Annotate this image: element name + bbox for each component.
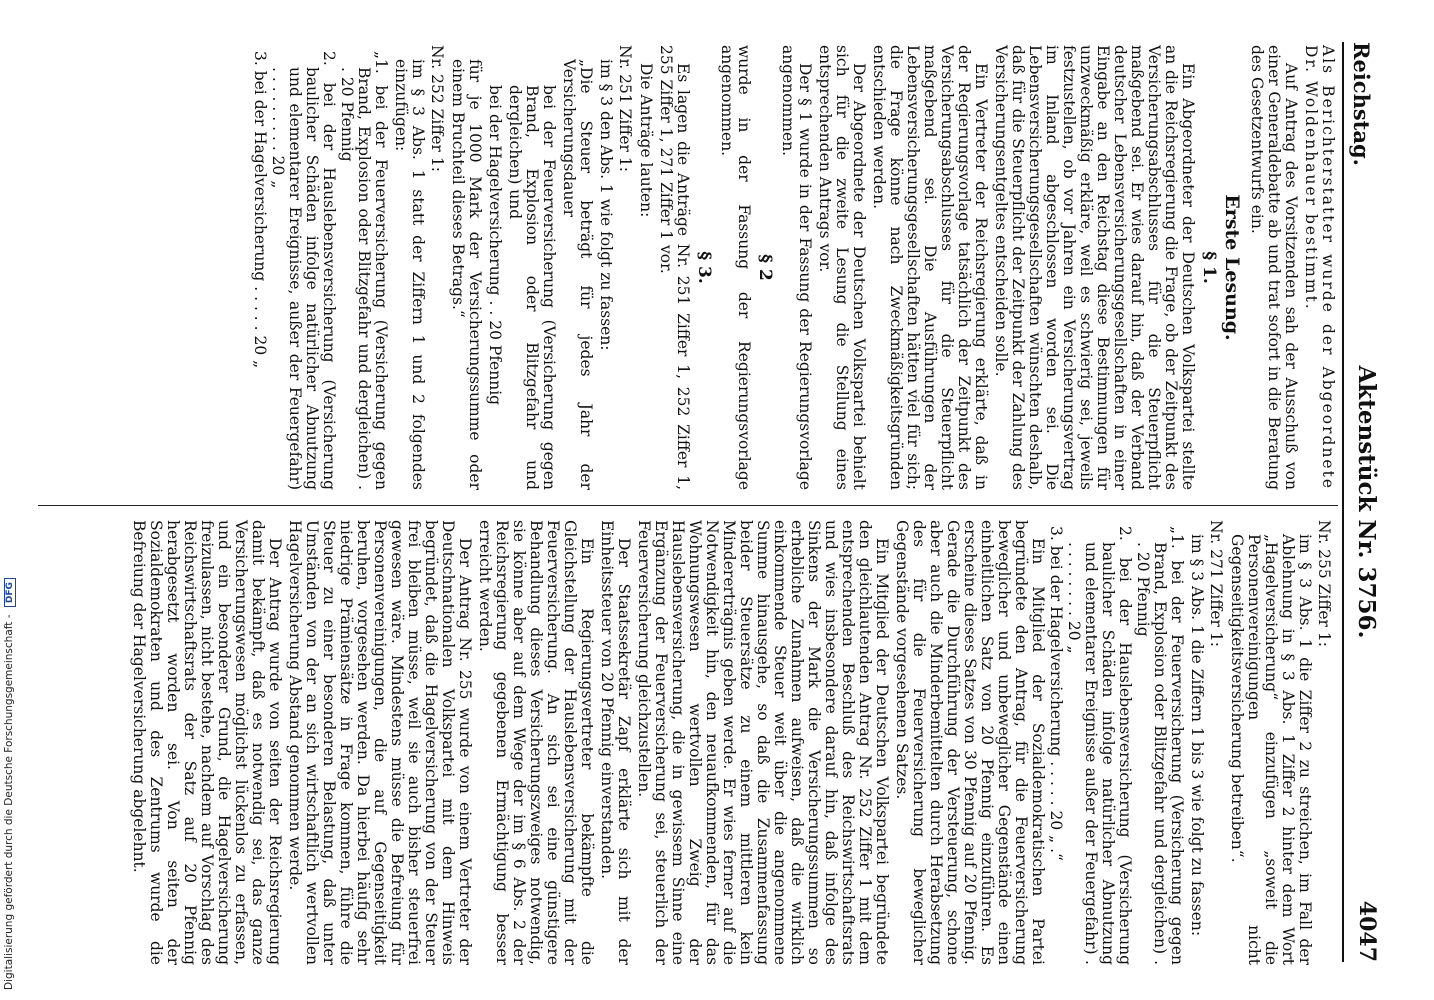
motion-number: Nr. 255 Ziffer 1:	[1315, 520, 1333, 647]
section-sign: § 1.	[1199, 251, 1219, 284]
digitization-credit	[0, 0, 16, 996]
motion-quote: für je 1000 Mark der Versicherungssumme oder einem Bruchteil dieses Betrags.“	[449, 59, 484, 490]
page-header	[1342, 42, 1382, 962]
motion-text: im § 3 Abs. 1 die Ziffer 2 zu streichen, im Fall der Ablehnung in § 3 Abs. 1 Ziffer 2 hinter dem Wort „Hagelversicherung“ einzufügen „soweit die Personenvereinigungen nicht Gegenseitigkeitsversicherung betreiben“.	[1228, 534, 1314, 965]
section-sign: § 3.	[694, 251, 714, 284]
paragraph: Es lagen die Anträge Nr. 251 Ziffer 1, 252 Ziffer 1, 255 Ziffer 1, 271 Ziffer 1 vor.	[657, 45, 692, 490]
paragraph: Auf Antrag des Vorsitzenden sah der Ausschuß von einer Generaldebatte ab und trat sofort in die Beratung des Gesetzentwurfs ein.	[1248, 45, 1300, 490]
list-item: 3. bei der Hagelversicherung . . . . . 20 „	[251, 51, 269, 369]
paragraph: Ein Regierungsvertreter bekämpfte die Gleichstellung der Hauslebensversicherung mit der Feuerversicherung. An sich sei eine günstigere Behandlung dieses Versicherungszweiges notwendig, sie könne aber auf dem Wege der im § 6 Abs. 2 der Reichsregierung gegebenen Ermächtigung besser erreicht werden.	[476, 520, 596, 965]
section-sign: § 2	[755, 254, 775, 281]
list-item: 2. bei der Hauslebensversicherung (Versicherung baulicher Schäden infolge natürlicher Abnutzung und elementarer Ereignisse, außer der Feuergefahr) . . . . . . . . . 20 „	[269, 51, 338, 490]
paragraph: wurde in der Fassung der Regierungsvorlage angenommen.	[718, 45, 753, 490]
paragraph: Die Anträge lauten:	[637, 63, 655, 218]
column-divider	[38, 505, 1338, 506]
motion-number: Nr. 271 Ziffer 1:	[1207, 520, 1225, 647]
header-left: Reichstag.	[1349, 42, 1374, 166]
paragraph: Der Abgeordnete der Deutschen Volkspartei behielt sich für die zweite Lesung die Stellung eines entsprechenden Antrags vor.	[816, 45, 868, 490]
paragraph: Ein Abgeordneter der Deutschen Volkspartei stellte an die Reichsregierung die Frage, ob der Zeitpunkt des Versicherungsabschlusses für die Steuerpflicht maßgebend sei. Er wies darauf hin, daß der Verband deutscher Lebensversicherungsgesellschaften in einer Eingabe an den Reichstag diese Bestimmungen für unzweckmäßig erkläre, weil es schwierig sei, jeweils festzustellen, ob vor Jahren ein Versicherungsvertrag im Inland abgeschlossen worden sei. Die Lebensversicherungsgesellschaften wünschten deshalb, daß für die Steuerpflicht der Zeitpunkt der Zahlung des Versicherungsentgeltes entscheiden solle.	[992, 45, 1197, 490]
motion-text: im § 3 Abs. 1 die Ziffern 1 bis 3 wie folgt zu fassen:	[1188, 534, 1206, 937]
header-rule	[1342, 42, 1344, 962]
list-item: 2. bei der Hauslebensversicherung (Versicherung baulicher Schäden infolge natürlicher Abnutzung und elementarer Ereignisse außer der Feuergefahr) . . . . . . . . . 20 „	[1065, 526, 1134, 965]
list-item: „1. bei der Feuerversicherung (Versicherung gegen Brand, Explosion oder Blitzgefahr und dergleichen) . . 20 Pfennig	[338, 51, 390, 490]
motion-quote: bei der Feuerversicherung (Versicherung gegen Brand, Explosion oder Blitzgefahr und dergleichen) und	[506, 85, 558, 490]
header-title: Aktenstück Nr. 3756.	[1353, 365, 1380, 639]
motion-text: im § 3 den Abs. 1 wie folgt zu fassen:	[597, 59, 615, 351]
credit-text: Digitalisierung gefördert durch die Deutsche Forschungsgemeinschaft -	[3, 614, 15, 990]
paragraph: Der Antrag Nr. 255 wurde von einem Vertreter der Deutschnationalen Volkspartei mit dem Hinweis begründet, daß die Hagelversicherung von der Steuer frei bleiben müsse, weil sie auch bisher steuerfrei gewesen wäre. Mindestens müsse die Befreiung für Personenvereinigungen, die auf Gegenseitigkeit beruhen, vorgesehen werden. Da hierbei häufig sehr niedrige Prämiensätze in Frage kommen, führe die Steuer zu einer besonderen Belastung, daß unter Umständen von der an sich wirtschaftlich wertvollen Hagelversicherung Abstand genommen werde.	[286, 520, 474, 965]
paragraph: Als Berichterstatter wurde der Abgeordnete Dr. Woldenhauer bestimmt.	[1302, 45, 1337, 490]
left-column	[250, 45, 1336, 490]
list-item: 3. bei der Hagelversicherung . . . . . 20 „ .“	[1047, 526, 1065, 861]
paragraph: Der Antrag wurde von seiten der Reichsregierung damit bekämpft, daß es notwendig sei, das ganze Versicherungswesen möglichst lückenlos zu erfassen, und ein besonderer Grund, die Hagelversicherung freizulassen, nicht bestehe, nachdem auf Vorschlag des Reichswirtschaftsrats der Satz auf 20 Pfennig herabgesetzt worden sei. Von seiten der Sozialdemokraten und des Zentrums wurde die Befreiung der Hagelversicherung abgelehnt.	[130, 520, 284, 965]
paragraph: Der § 1 wurde in der Fassung der Regierungsvorlage angenommen.	[779, 45, 814, 490]
motion-quote: „Die Steuer beträgt für jedes Jahr der Versicherungsdauer	[560, 59, 595, 490]
paragraph: Der Staatssekretär Zapf erklärte sich mit der Einheitssteuer von 20 Pfennig einverstanden.	[598, 520, 633, 965]
section-heading: Erste Lesung.	[1221, 194, 1243, 341]
page-number: 4047	[1354, 900, 1380, 962]
motion-number: Nr. 251 Ziffer 1:	[616, 45, 634, 172]
right-column	[127, 520, 1336, 965]
motion-number: Nr. 252 Ziffer 1:	[428, 45, 446, 172]
paragraph: Ein Mitglied der Deutschen Volkspartei begründete den gleichlautenden Antrag Nr. 252 Ziffer 1 mit dem entsprechenden Beschluß des Reichswirtschaftsrats und wies insbesondere darauf hin, daß infolge des Sinkens der Mark die Versicherungssummen so erhebliche Zunahmen aufweisen, daß die wirklich einkommende Steuer weit über die angenommene Summe hinausgehe, so daß die Zusammenfassung beider Steuersätze zu einem mittleren kein Mindererträgnis geben werde. Er wies ferner auf die Notwendigkeit hin, den neuaufkommenden, für das Wohnungswesen wertvollen Zweig der Hauslebensversicherung, die in gewissem Sinne eine Ergänzung der Feuerversicherung sei, steuerlich der Feuerversicherung gleichzustellen.	[635, 520, 891, 965]
motion-text: im § 3 Abs. 1 statt der Ziffern 1 und 2 folgendes einzufügen:	[392, 59, 427, 490]
list-item: „1. bei der Feuerversicherung (Versicherung gegen Brand, Explosion oder Blitzgefahr und dergleichen) . . 20 Pfennig	[1134, 526, 1186, 965]
dfg-logo: DFG	[4, 578, 16, 607]
paragraph: Ein Vertreter der Reichsregierung erklärte, daß in der Regierungsvorlage tatsächlich der Zeitpunkt des Versicherungsabschlusses für die Steuerpflicht maßgebend sei. Die Ausführungen der Lebensversicherungsgesellschaften hätten viel für sich; die Frage könne nach Zweckmäßigkeitsgründen entschieden werden.	[870, 45, 990, 490]
motion-quote: bei der Hagelversicherung . . 20 Pfennig	[486, 85, 504, 406]
paragraph: Ein Mitglied der Sozialdemokratischen Partei begründete den Antrag, für die Feuerversicherung beweglicher und unbeweglicher Gegenstände einen einheitlichen Satz von 20 Pfennig einzuführen. Es erscheine dieses Satzes von 30 Pfennig auf 20 Pfennig. Gerade die Durchführung der Versteuerung, schone aber auch die Minderbemittelten durch Herabsetzung des für die Feuerversicherung beweglicher Gegenstände vorgesehenen Satzes.	[893, 520, 1047, 965]
